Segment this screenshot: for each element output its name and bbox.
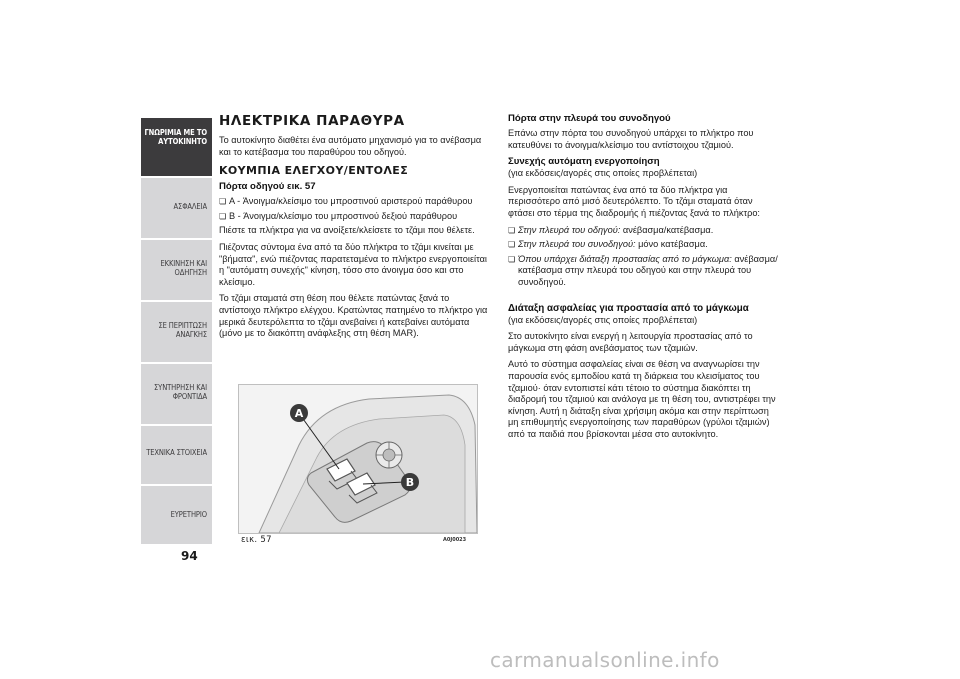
safety-paragraph-2: Αυτό το σύστημα ασφαλείας είναι σε θέση να αναγνωρίσει την παρουσία ενός εμποδίου κατά τη διάρκεια του κλεισίματος του τζαμιού· όταν εντοπιστεί κάτι τέτοιο το σύστημα διακόπτει τη διαδρομή του τζαμιού και ανάλογα με τη θέση του, αντιστρέφει την κίνηση. Αυτή η διάταξη είναι χρήσιμη ακόμα και στην περίπτωση μη επιθυμητής ενεργοποίησης των παραθύρων (γρύλοι τζαμιών) από τα παιδιά που βρίσκονται μέσα στο αυτοκίνητο. (508, 359, 776, 439)
sidebar-tab-emergency[interactable] (141, 302, 212, 364)
auto-bullet-driver (508, 225, 780, 237)
auto-bullet-passenger-text: μόνο κατέβασμα. (635, 239, 708, 250)
sidebar-tab-label: ΕΚΚΙΝΗΣΗ ΚΑΙ ΟΔΗΓΗΣΗ (160, 259, 207, 277)
paragraph-2: Πιέζοντας σύντομα ένα από τα δύο πλήκτρα το τζάμι κινείται με "βήματα", ενώ πιέζοντας παρατεταμένα το πλήκτρο ενεργοποιείται η "αυτόματη συνεχής" κίνηση, τόσο στο άνοιγμα όσο και στο κλείσιμο. (219, 241, 487, 287)
auto-bullet-passenger (508, 239, 780, 251)
passenger-door-heading: Πόρτα στην πλευρά του συνοδηγού (508, 113, 671, 124)
safety-note: (για εκδόσεις/αγορές στις οποίες προβλέπεται) (508, 314, 698, 325)
safety-paragraph-1: Στο αυτοκίνητο είναι ενεργή η λειτουργία προστασίας από το μάγκωμα στη φάση ανεβάσματος των τζαμιών. (508, 331, 753, 353)
bullet-b: ❏ B - Άνοιγμα/κλείσιμο του μπροστινού δεξιού παράθυρου (219, 211, 491, 223)
paragraph-1: Πιέστε τα πλήκτρα για να ανοίξετε/κλείσετε το τζάμι που θέλετε. (219, 225, 475, 236)
auto-bullet-driver-text: ανέβασμα/κατέβασμα. (620, 224, 714, 235)
sidebar-tab-label: ΣΕ ΠΕΡΙΠΤΩΣΗ ΑΝΑΓΚΗΣ (158, 321, 207, 339)
door-panel-illustration (239, 385, 477, 533)
auto-bullet-anti-pinch-label: Όπου υπάρχει διάταξη προστασίας από το μάγκωμα: (518, 253, 732, 264)
driver-door-heading: Πόρτα οδηγού εικ. 57 (219, 181, 316, 193)
auto-bullet-driver-label: Στην πλευρά του οδηγού: (518, 224, 621, 235)
auto-text: Ενεργοποιείται πατώντας ένα από τα δύο πλήκτρα για περισσότερο από μισό δευτερόλεπτο. Το τζάμι σταματά όταν φτάσει στο τέρμα της διαδρομής ή πιέζοντας ξανά το πλήκτρο: (508, 184, 760, 218)
auto-bullet-anti-pinch-text: ανέβασμα/ κατέβασμα στην πλευρά του οδηγού και στην πλευρά του συνοδηγού. (518, 253, 778, 287)
intro-text: Το αυτοκίνητο διαθέτει ένα αυτόματο μηχανισμό για το ανέβασμα και το κατέβασμα του παραθύρου του οδηγού. (219, 135, 482, 157)
sidebar-tab-starting-driving[interactable] (141, 240, 212, 302)
auto-bullet-anti-pinch (508, 254, 780, 289)
sidebar-tab-maintenance[interactable] (141, 364, 212, 426)
passenger-door-text: Επάνω στην πόρτα του συνοδηγού υπάρχει το πλήκτρο που κατευθύνει το άνοιγμα/κλείσιμο του αντίστοιχου τζαμιού. (508, 128, 754, 150)
sidebar-tab-label: ΓΝΩΡΙΜΙΑ ΜΕ ΤΟ ΑΥΤΟΚΙΝΗΤΟ (144, 128, 207, 146)
sidebar-tab-label: ΕΥΡΕΤΗΡΙΟ (170, 510, 207, 519)
sidebar-tab-label: ΣΥΝΤΗΡΗΣΗ ΚΑΙ ΦΡΟΝΤΙΔΑ (154, 383, 207, 401)
sidebar-tab-getting-to-know[interactable] (141, 118, 212, 178)
left-column (219, 113, 491, 345)
page-number: 94 (181, 549, 198, 563)
bullet-a: ❏ A - Άνοιγμα/κλείσιμο του μπροστινού αριστερού παράθυρου (219, 196, 491, 208)
figure-code: A0J0023 (443, 537, 467, 543)
auto-bullet-passenger-label: Στην πλευρά του συνοδηγού: (518, 239, 636, 250)
figure-caption: εικ. 57 (241, 535, 272, 545)
right-column (508, 113, 780, 445)
label-b: B (405, 476, 415, 489)
section-title: ΚΟΥΜΠΙΑ ΕΛΕΓΧΟΥ/ΕΝΤΟΛΕΣ (219, 164, 409, 178)
label-a: A (294, 407, 304, 420)
sidebar-tab-safety[interactable] (141, 178, 212, 240)
watermark: carmanualsonline.info (490, 648, 720, 672)
auto-heading: Συνεχής αυτόματη ενεργοποίηση (508, 156, 660, 168)
sidebar-tab-technical-data[interactable] (141, 426, 212, 486)
figure-window-switches (238, 384, 478, 534)
sidebar-tab-label: ΤΕΧΝΙΚΑ ΣΤΟΙΧΕΙΑ (146, 448, 207, 457)
sidebar-tab-index[interactable] (141, 486, 212, 546)
auto-note: (για εκδόσεις/αγορές στις οποίες προβλέπεται) (508, 168, 698, 179)
sidebar-tab-label: ΑΣΦΑΛΕΙΑ (173, 202, 207, 211)
safety-heading: Διάταξη ασφαλείας για προστασία από το μάγκωμα (508, 302, 749, 314)
paragraph-3: Το τζάμι σταματά στη θέση που θέλετε πατώντας ξανά το αντίστοιχο πλήκτρο ελέγχου. Κρατώντας πατημένο το πλήκτρο για μερικά δευτερόλεπτα το τζάμι ανεβαίνει ή κατεβαίνει αυτόματα (μόνο με το διακόπτη ανάφλεξης στη θέση MAR). (219, 293, 488, 339)
page-title: ΗΛΕΚΤΡΙΚΑ ΠΑΡΑΘΥΡΑ (219, 113, 405, 129)
